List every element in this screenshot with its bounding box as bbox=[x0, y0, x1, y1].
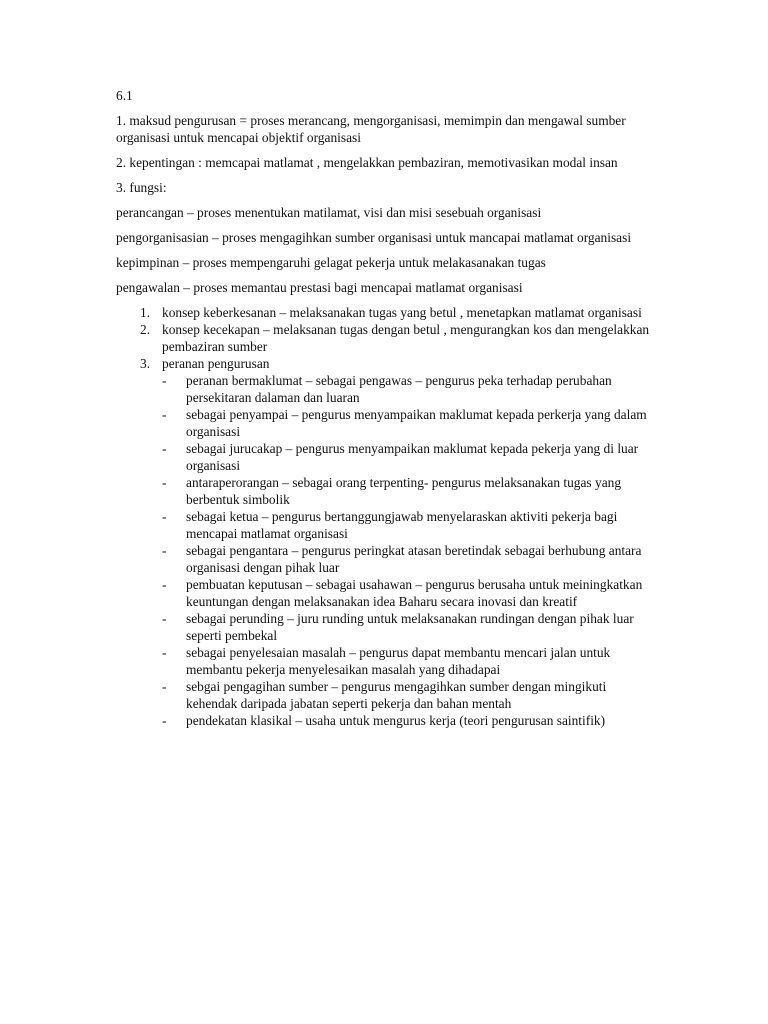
sublist-item-text: pendekatan klasikal – usaha untuk mengurus kerja (teori pengurusan saintifik) bbox=[186, 713, 606, 728]
sublist-item-text: sebagai jurucakap – pengurus menyampaikan maklumat kepada pekerja yang di luar organisasi bbox=[186, 441, 639, 473]
paragraph-importance: 2. kepentingan : memcapai matlamat , mengelakkan pembaziran, memotivasikan modal insan bbox=[116, 155, 618, 170]
section-number: 6.1 bbox=[116, 88, 133, 103]
sublist-item bbox=[162, 610, 656, 644]
dash-bullet: - bbox=[162, 679, 167, 694]
list-number: 3. bbox=[140, 356, 151, 371]
sublist-item bbox=[162, 542, 656, 576]
list-item-text: peranan pengurusan bbox=[162, 356, 270, 371]
paragraph-controlling: pengawalan – proses memantau prestasi bagi mencapai matlamat organisasi bbox=[116, 280, 523, 295]
paragraph-organizing: pengorganisasian – proses mengagihkan sumber organisasi untuk mancapai matlamat organisasi bbox=[116, 230, 632, 245]
sublist-item-text: sebgai pengagihan sumber – pengurus mengagihkan sumber dengan mingikuti kehendak daripada jabatan seperti pekerja dan bahan mentah bbox=[186, 679, 607, 711]
list-item-text: konsep kecekapan – melaksanan tugas dengan betul , mengurangkan kos dan mengelakkan pembaziran sumber bbox=[162, 322, 650, 354]
sublist-item bbox=[162, 576, 656, 610]
dash-bullet: - bbox=[162, 475, 167, 490]
sublist-item bbox=[162, 644, 656, 678]
dash-bullet: - bbox=[162, 713, 167, 728]
paragraph-leading: kepimpinan – proses mempengaruhi gelagat pekerja untuk melakasanakan tugas bbox=[116, 255, 546, 270]
sublist-item-text: sebagai perunding – juru runding untuk melaksanakan rundingan dengan pihak luar seperti pembekal bbox=[186, 611, 634, 643]
dash-bullet: - bbox=[162, 407, 167, 422]
sublist-item bbox=[162, 678, 656, 712]
sublist-item bbox=[162, 440, 656, 474]
sublist-item-text: sebagai pengantara – pengurus peringkat atasan beretindak sebagai berhubung antara organisasi dengan pihak luar bbox=[186, 543, 642, 575]
sublist-item bbox=[162, 712, 656, 729]
numbered-list bbox=[116, 304, 656, 729]
dash-bullet: - bbox=[162, 543, 167, 558]
dash-bullet: - bbox=[162, 441, 167, 456]
sublist-item bbox=[162, 372, 656, 406]
dash-bullet: - bbox=[162, 373, 167, 388]
numbered-item bbox=[116, 304, 656, 321]
sublist-item-text: peranan bermaklumat – sebagai pengawas – pengurus peka terhadap perubahan persekitaran dalaman dan luaran bbox=[186, 373, 612, 405]
list-number: 2. bbox=[140, 322, 151, 337]
sublist-item-text: sebagai penyelesaian masalah – pengurus dapat membantu mencari jalan untuk membantu pekerja menyelesaikan masalah yang dihadapai bbox=[186, 645, 611, 677]
dash-bullet: - bbox=[162, 577, 167, 592]
list-number: 1. bbox=[140, 305, 151, 320]
dash-bullet: - bbox=[162, 611, 167, 626]
sublist-item bbox=[162, 474, 656, 508]
sublist-item bbox=[162, 406, 656, 440]
numbered-item bbox=[116, 355, 656, 729]
document-body bbox=[116, 87, 656, 729]
numbered-item bbox=[116, 321, 656, 355]
sublist-item-text: pembuatan keputusan – sebagai usahawan – pengurus berusaha untuk meiningkatkan keuntungan dengan melaksanakan idea Baharu secara inovasi dan kreatif bbox=[186, 577, 643, 609]
sublist-item-text: sebagai penyampai – pengurus menyampaikan maklumat kepada perkerja yang dalam organisasi bbox=[186, 407, 647, 439]
sublist-item-text: antaraperorangan – sebagai orang terpenting- pengurus melaksanakan tugas yang berbentuk simbolik bbox=[186, 475, 622, 507]
dash-bullet: - bbox=[162, 509, 167, 524]
paragraph-functions-heading: 3. fungsi: bbox=[116, 180, 167, 195]
paragraph-definition: 1. maksud pengurusan = proses merancang, mengorganisasi, memimpin dan mengawal sumber organisasi untuk mencapai objektif organisasi bbox=[116, 113, 626, 145]
sublist-item bbox=[162, 508, 656, 542]
paragraph-planning: perancangan – proses menentukan matilamat, visi dan misi sesebuah organisasi bbox=[116, 205, 542, 220]
list-item-text: konsep keberkesanan – melaksanakan tugas yang betul , menetapkan matlamat organisasi bbox=[162, 305, 642, 320]
dash-sublist bbox=[162, 372, 656, 729]
dash-bullet: - bbox=[162, 645, 167, 660]
sublist-item-text: sebagai ketua – pengurus bertanggungjawab menyelaraskan aktiviti pekerja bagi mencapai matlamat organisasi bbox=[186, 509, 618, 541]
